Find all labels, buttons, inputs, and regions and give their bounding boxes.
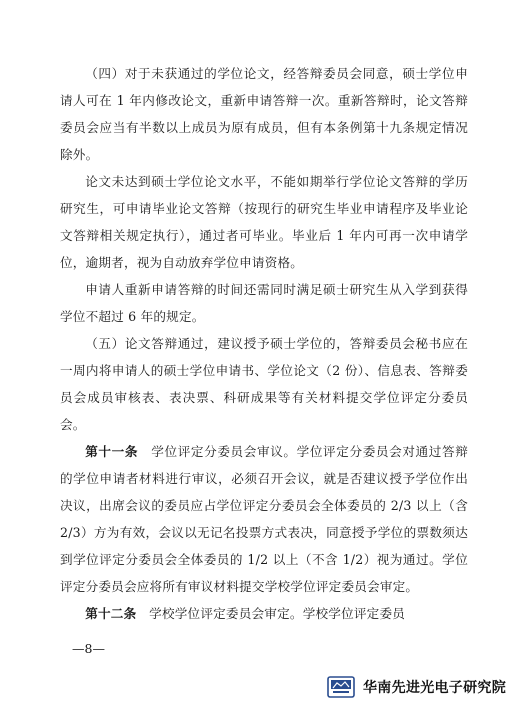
paragraph-text: （五）论文答辩通过，建议授予硕士学位的，答辩委员会秘书应在一周内将申请人的硕士学位申请书、学位论文（2 份）、信息表、答辩委员会成员审核表、表决票、科研成果等有关材料提交学位评定分委员会。 <box>60 336 468 432</box>
institute-watermark <box>327 676 506 698</box>
watermark-text: 华南先进光电子研究院 <box>363 680 506 696</box>
paragraph-5 <box>60 438 468 600</box>
paragraph-text: （四）对于未获通过的学位论文，经答辩委员会同意，硕士学位申请人可在 1 年内修改论文，重新申请答辩一次。重新答辩时，论文答辩委员会应当有半数以上成员为原有成员，但有本条例第十九条规定情况除外。 <box>60 66 468 162</box>
article-heading: 第十一条 <box>85 444 139 459</box>
paragraph-3 <box>60 276 468 330</box>
article-heading: 第十二条 <box>85 606 137 621</box>
page-number: —8— <box>72 641 105 656</box>
paragraph-2 <box>60 168 468 276</box>
paragraph-1 <box>60 60 468 168</box>
paragraph-6 <box>60 600 468 627</box>
paragraph-text: 学校学位评定委员会审定。学校学位评定委员 <box>136 606 406 621</box>
institute-logo-icon <box>327 676 355 698</box>
paragraph-text: 申请人重新申请答辩的时间还需同时满足硕士研究生从入学到获得学位不超过 6 年的规定。 <box>60 282 468 324</box>
paragraph-4 <box>60 330 468 438</box>
paragraph-text: 论文未达到硕士学位论文水平，不能如期举行学位论文答辩的学历研究生，可申请毕业论文答辩（按现行的研究生毕业申请程序及毕业论文答辩相关规定执行），通过者可毕业。毕业后 1 年内可再一次申请学位，逾期者，视为自动放弃学位申请资格。 <box>60 174 468 270</box>
document-body <box>60 60 468 627</box>
paragraph-text: 学位评定分委员会审议。学位评定分委员会对通过答辩的学位申请者材料进行审议，必须召开会议，就是否建议授予学位作出决议，出席会议的委员应占学位评定分委员会全体委员的 2/3 以上（含 2/3）方为有效，会议以无记名投票方式表决，同意授予学位的票数须达到学位评定分委员会全体委员的 1/2 以上（不含 1/2）视为通过。学位评定分委员会应将所有审议材料提交学校学位评定委员会审定。 <box>60 444 468 594</box>
